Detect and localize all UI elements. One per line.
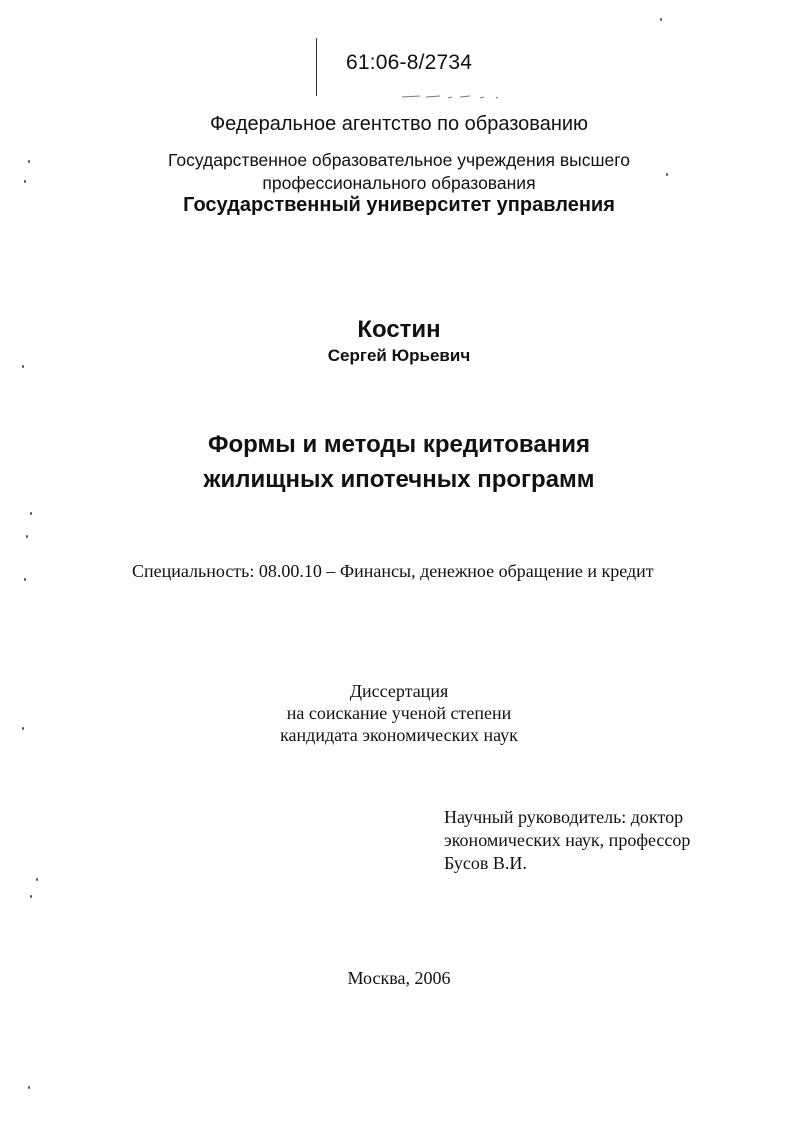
author-given-names: Сергей Юрьевич	[327, 346, 471, 365]
scan-speck	[26, 535, 28, 538]
scan-speck	[30, 512, 32, 515]
scan-speck	[30, 895, 32, 898]
stamp-underline-scribble	[400, 92, 510, 100]
agency-name: Федеральное агентство по образованию	[209, 113, 589, 135]
dissertation-type-line-1: Диссертация	[349, 681, 449, 701]
scan-speck	[666, 173, 668, 176]
scan-speck	[24, 180, 26, 183]
stamp-vertical-rule	[316, 38, 317, 96]
institution-line-1: Государственное образовательное учреждения высшего	[168, 150, 630, 170]
scan-speck	[28, 1086, 30, 1089]
scan-speck	[22, 727, 24, 730]
scan-speck	[36, 878, 38, 881]
thesis-title-line-2: жилищных ипотечных программ	[203, 466, 595, 493]
supervisor-name: Бусов В.И.	[444, 853, 527, 873]
place-and-year: Москва, 2006	[347, 968, 451, 988]
scan-speck	[22, 365, 24, 368]
university-name: Государственный университет управления	[183, 194, 615, 216]
specialty-line: Специальность: 08.00.10 – Финансы, денежное обращение и кредит	[132, 561, 654, 581]
scan-speck	[660, 18, 662, 21]
dissertation-type-line-3: кандидата экономических наук	[280, 725, 518, 745]
dissertation-type-line-2: на соискание ученой степени	[286, 703, 512, 723]
scan-speck	[28, 160, 30, 163]
stamp-code: 61:06-8/2734	[346, 51, 473, 74]
author-surname: Костин	[357, 316, 441, 343]
scan-speck	[24, 578, 26, 581]
supervisor-line-2: экономических наук, профессор	[444, 830, 691, 850]
thesis-title-line-1: Формы и методы кредитования	[208, 431, 590, 458]
institution-line-2: профессионального образования	[262, 173, 536, 193]
supervisor-line-1: Научный руководитель: доктор	[444, 807, 684, 827]
